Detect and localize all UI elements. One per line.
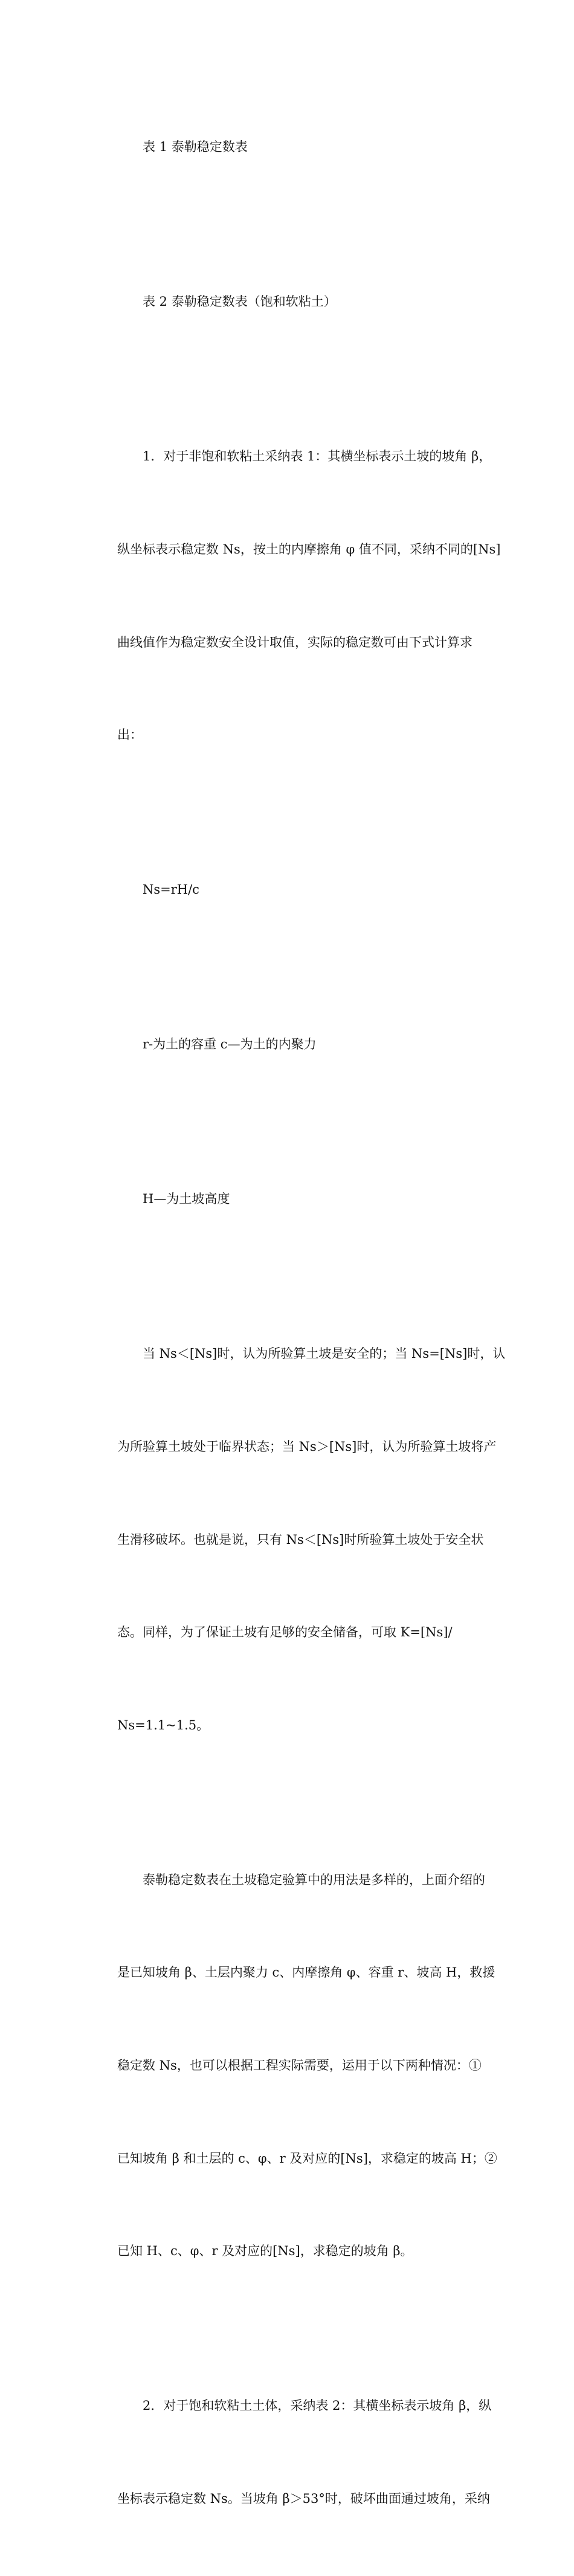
paragraph-table2-caption — [92, 225, 485, 379]
text-line: 2．对于饱和软粘土土体，采纳表 2：其横坐标表示坡角 β，纵 — [143, 2398, 492, 2413]
text-line: 曲线值作为稳定数安全设计取值，实际的稳定数可由下式计算求 — [117, 634, 472, 650]
text-line: Ns=1.1~1.5。 — [117, 1717, 210, 1732]
paragraph-item-1 — [92, 379, 501, 813]
paragraph-formula — [92, 813, 485, 967]
paragraph-variable-h — [92, 1122, 485, 1277]
paragraph-table1-caption — [92, 70, 485, 225]
formula-line: Ns=rH/c — [143, 882, 199, 897]
text-line: r-为土的容重 c—为土的内聚力 — [143, 1037, 317, 1052]
paragraph-variable-r-c — [92, 967, 485, 1122]
text-line: 坐标表示稳定数 Ns。当坡角 β＞53°时，破坏曲面通过坡角，采纳 — [117, 2491, 490, 2506]
text-line: 泰勒稳定数表在土坡稳定验算中的用法是多样的，上面介绍的 — [143, 1872, 485, 1887]
text-line: 出： — [117, 728, 143, 743]
text-line: 已知坡角 β 和土层的 c、φ、r 及对应的[Ns]，求稳定的坡高 H；② — [117, 2151, 497, 2166]
text-line: 表 1 泰勒稳定数表 — [143, 140, 248, 155]
text-line: 已知 H、c、φ、r 及对应的[Ns]，求稳定的坡角 β。 — [117, 2244, 413, 2259]
text-line: 表 2 泰勒稳定数表（饱和软粘土） — [143, 294, 337, 309]
document-body — [92, 70, 506, 2576]
paragraph-usage — [92, 1803, 497, 2328]
paragraph-item-2 — [92, 2329, 492, 2576]
paragraph-safety-criteria — [92, 1277, 506, 1803]
text-line: 当 Ns＜[Ns]时，认为所验算土坡是安全的；当 Ns=[Ns]时，认 — [143, 1346, 506, 1361]
text-line: 纵坐标表示稳定数 Ns，按土的内摩擦角 φ 值不同，采纳不同的[Ns] — [117, 542, 501, 557]
text-line: 为所验算土坡处于临界状态；当 Ns＞[Ns]时，认为所验算土坡将产 — [117, 1439, 497, 1454]
text-line: H—为土坡高度 — [143, 1192, 230, 1207]
text-line: 1．对于非饱和软粘土采纳表 1：其横坐标表示土坡的坡角 β， — [143, 449, 492, 464]
text-line: 是已知坡角 β、土层内聚力 c、内摩擦角 φ、容重 r、坡高 H，救援 — [117, 1965, 495, 1980]
text-line: 生滑移破坏。也就是说，只有 Ns＜[Ns]时所验算土坡处于安全状 — [117, 1532, 484, 1547]
text-line: 稳定数 Ns，也可以根据工程实际需要，运用于以下两种情况：① — [117, 2058, 482, 2073]
text-line: 态。同样，为了保证土坡有足够的安全储备，可取 K=[Ns]/ — [117, 1625, 453, 1640]
